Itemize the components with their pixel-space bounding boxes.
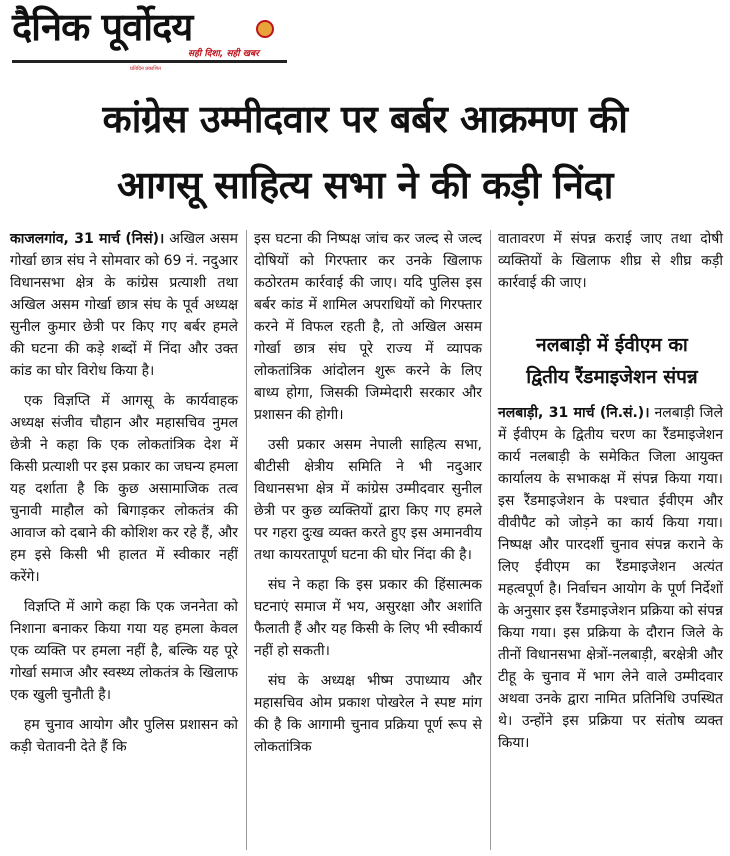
dateline: नलबाड़ी, 31 मार्च (नि.सं.)।: [498, 405, 650, 421]
article-paragraph: विज्ञप्ति में आगे कहा कि एक जननेता को निशाना बनाकर किया गया यह हमला केवल एक व्यक्ति पर हमला नहीं है, बल्कि यह पूरे गोर्खा समाज और स्वस्थ्य लोकतंत्र के खिलाफ एक खुली चुनौती है।: [10, 599, 238, 703]
main-headline-line1: कांग्रेस उम्मीदवार पर बर्बर आक्रमण की: [102, 97, 628, 141]
masthead-rule: [12, 60, 287, 63]
column-divider: [246, 230, 247, 850]
sun-logo-icon: [256, 20, 274, 38]
article-column-1: [10, 228, 238, 766]
second-article-body: [498, 402, 723, 754]
article-paragraph: काजलगांव, 31 मार्च (निसं)। अखिल असम गोर्खा छात्र संघ ने सोमवार को 69 नं. नदुआर विधानसभा क्षेत्र के कांग्रेस प्रत्याशी तथा अखिल असम गोर्खा छात्र संघ के पूर्व अध्यक्ष सुनील कुमार छेत्री पर किए गए बर्बर हमले की घटना की कड़े शब्दों में निंदा और उक्त कांड का घोर विरोध किया है।: [10, 231, 239, 379]
article-paragraph: इस घटना की निष्पक्ष जांच कर जल्द से जल्द दोषियों को गिरफ्तार कर उनके खिलाफ कठोरतम कार्रवाई की जाए। यदि पुलिस इस बर्बर कांड में शामिल अपराधियों को गिरफ्तार करने में विफल रहती है, तो अखिल असम गोर्खा छात्र संघ पूरे राज्य में व्यापक लोकतांत्रिक आंदोलन शुरू करने के लिए बाध्य होगा, जिसकी जिम्मेदारी सरकार और प्रशासन की होगी।: [254, 231, 482, 423]
second-headline-line2: द्वितीय रैंडमाइजेशन संपन्न: [526, 366, 698, 388]
dateline: काजलगांव, 31 मार्च (निसं)।: [10, 231, 165, 247]
masthead-title: दैनिक पूर्वोदय: [12, 5, 193, 49]
article-paragraph: संघ के अध्यक्ष भीष्म उपाध्याय और महासचिव ओम प्रकाश पोखरेल ने स्पष्ट मांग की है कि आगामी चुनाव प्रक्रिया पूर्ण रूप से लोकतांत्रिक: [254, 673, 482, 755]
masthead-fine-print: प्रतिदिन प्रकाशित: [130, 66, 161, 72]
second-headline-line1: नलबाड़ी में ईवीएम का: [536, 334, 688, 356]
article-paragraph: उसी प्रकार असम नेपाली साहित्य सभा, बीटीसी क्षेत्रीय समिति ने भी नदुआर विधानसभा क्षेत्र में कांग्रेस उम्मीदवार सुनील छेत्री पर कुछ व्यक्तियों द्वारा किए गए हमले पर गहरा दुःख व्यक्त करते हुए इस अमानवीय तथा कायरतापूर्ण घटना की घोर निंदा की है।: [254, 437, 482, 563]
masthead: [12, 4, 292, 74]
article-paragraph: वातावरण में संपन्न कराई जाए तथा दोषी व्यक्तियों के खिलाफ शीघ्र से शीघ्र कड़ी कार्रवाई की जाए।: [498, 231, 723, 291]
article-column-3: [498, 228, 723, 302]
column-divider: [490, 230, 491, 850]
masthead-tagline: सही दिशा, सही खबर: [188, 49, 259, 59]
article-column-2: [254, 228, 482, 766]
article-paragraph: हम चुनाव आयोग और पुलिस प्रशासन को कड़ी चेतावनी देते हैं कि: [10, 717, 238, 755]
main-headline-line2: आगसू साहित्य सभा ने की कड़ी निंदा: [116, 163, 614, 207]
article-paragraph: एक विज्ञप्ति में आगसू के कार्यवाहक अध्यक्ष संजीव चौहान और महासचिव नुमल छेत्री ने कहा कि एक लोकतांत्रिक देश में किसी प्रत्याशी पर इस प्रकार का जघन्य हमला यह दर्शाता है कि कुछ असामाजिक तत्व चुनावी माहौल को बिगाड़कर लोकतंत्र की आवाज को दबाने की कोशिश कर रहे हैं, और हम इसे किसी भी हालत में स्वीकार नहीं करेंगे।: [10, 393, 238, 585]
article-paragraph: नलबाड़ी, 31 मार्च (नि.सं.)। नलबाड़ी जिले में ईवीएम के द्वितीय चरण का रैंडमाइजेशन कार्य नलबाड़ी के समेकित जिला आयुक्त कार्यालय के सभाकक्ष में संपन्न किया गया। इस रैंडमाइजेशन के पश्चात ईवीएम और वीवीपैट को जोड़ने का कार्य किया गया। निष्पक्ष और पारदर्शी चुनाव संपन्न कराने के लिए ईवीएम का रैंडमाइजेशन अत्यंत महत्वपूर्ण है। निर्वाचन आयोग के पूर्ण निर्देशों के अनुसार इस रैंडमाइजेशन प्रक्रिया को संपन्न किया गया। इस प्रक्रिया के दौरान जिले के तीनों विधानसभा क्षेत्रों-नलबाड़ी, बरक्षेत्री और टीहू के चुनाव में भाग लेने वाले उम्मीदवार अथवा उनके द्वारा नामित प्रतिनिधि उपस्थित थे। उन्होंने इस प्रक्रिया पर संतोष व्यक्त किया।: [498, 405, 723, 751]
article-paragraph: संघ ने कहा कि इस प्रकार की हिंसात्मक घटनाएं समाज में भय, असुरक्षा और अशांति फैलाती हैं और यह किसी के लिए भी स्वीकार्य नहीं हो सकती।: [254, 577, 482, 659]
